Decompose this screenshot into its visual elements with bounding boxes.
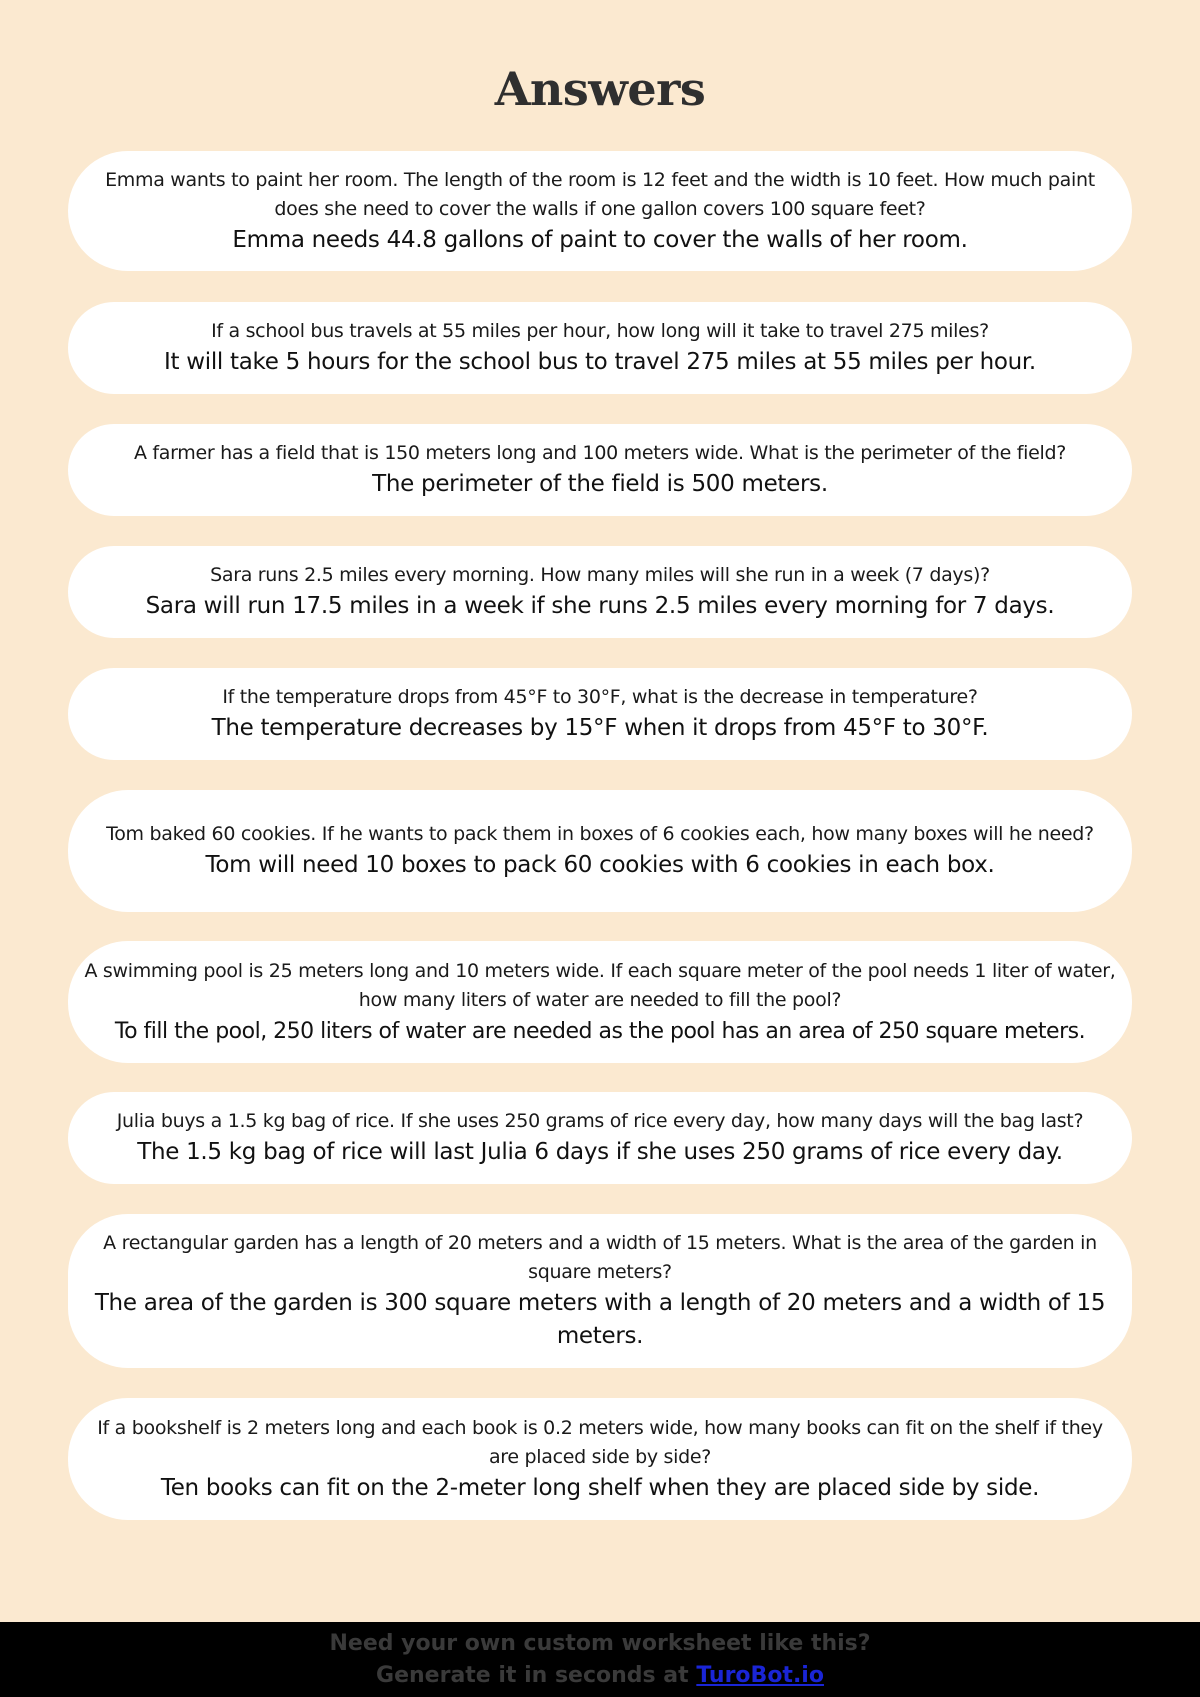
answer-card (68, 941, 1132, 1063)
answer-card (68, 1214, 1132, 1368)
answer-text: To fill the pool, 250 liters of water are needed as the pool has an area of 250 square meters. (114, 1018, 1086, 1044)
question-text: A farmer has a field that is 150 meters long and 100 meters wide. What is the perimeter of the field? (133, 442, 1067, 464)
footer-cta-line (0, 1660, 1200, 1692)
footer-promo-text: Need your own custom worksheet like this? (329, 1631, 871, 1656)
page-title: Answers (494, 62, 706, 116)
question-text: A swimming pool is 25 meters long and 10 meters wide. If each square meter of the pool needs 1 liter of water, how many liters of water are needed to fill the pool? (84, 959, 1116, 1011)
question-text: Sara runs 2.5 miles every morning. How many miles will she run in a week (7 days)? (210, 564, 990, 586)
answer-text: Ten books can fit on the 2-meter long shelf when they are placed side by side. (160, 1474, 1040, 1501)
question-text: Emma wants to paint her room. The length of the room is 12 feet and the width is 10 feet. How much paint does she need to cover the walls if one gallon covers 100 square feet? (105, 168, 1095, 220)
answer-card (68, 1092, 1132, 1184)
question-text: Julia buys a 1.5 kg bag of rice. If she uses 250 grams of rice every day, how many days will the bag last? (116, 1110, 1084, 1132)
question-text: If a school bus travels at 55 miles per hour, how long will it take to travel 275 miles? (211, 320, 989, 342)
answer-text: The area of the garden is 300 square meters with a length of 20 meters and a width of 15 meters. (94, 1290, 1106, 1349)
answer-text: The 1.5 kg bag of rice will last Julia 6 days if she uses 250 grams of rice every day. (137, 1139, 1063, 1165)
answer-text: The temperature decreases by 15°F when it drops from 45°F to 30°F. (211, 715, 989, 741)
answer-text: Tom will need 10 boxes to pack 60 cookies with 6 cookies in each box. (205, 852, 995, 878)
answer-text: Emma needs 44.8 gallons of paint to cover the walls of her room. (232, 226, 968, 253)
answer-card (68, 546, 1132, 638)
answer-card (68, 668, 1132, 760)
answer-card (68, 424, 1132, 516)
answer-text: The perimeter of the field is 500 meters. (372, 471, 828, 497)
footer-cta-prefix: Generate it in seconds at (376, 1663, 697, 1688)
answer-text: It will take 5 hours for the school bus to travel 275 miles at 55 miles per hour. (164, 349, 1036, 375)
question-text: If the temperature drops from 45°F to 30°F, what is the decrease in temperature? (222, 686, 978, 708)
question-text: Tom baked 60 cookies. If he wants to pack them in boxes of 6 cookies each, how many boxes will he need? (106, 823, 1094, 845)
turobot-link[interactable]: TuroBot.io (696, 1663, 824, 1688)
answer-card (68, 151, 1132, 271)
answer-card (68, 790, 1132, 912)
answer-card (68, 1398, 1132, 1520)
answer-text: Sara will run 17.5 miles in a week if she runs 2.5 miles every morning for 7 days. (145, 593, 1055, 619)
footer-banner (0, 1622, 1200, 1697)
question-text: A rectangular garden has a length of 20 meters and a width of 15 meters. What is the area of the garden in square meters? (103, 1232, 1097, 1283)
question-text: If a bookshelf is 2 meters long and each book is 0.2 meters wide, how many books can fit on the shelf if they are placed side by side? (97, 1416, 1103, 1468)
answer-card (68, 302, 1132, 394)
